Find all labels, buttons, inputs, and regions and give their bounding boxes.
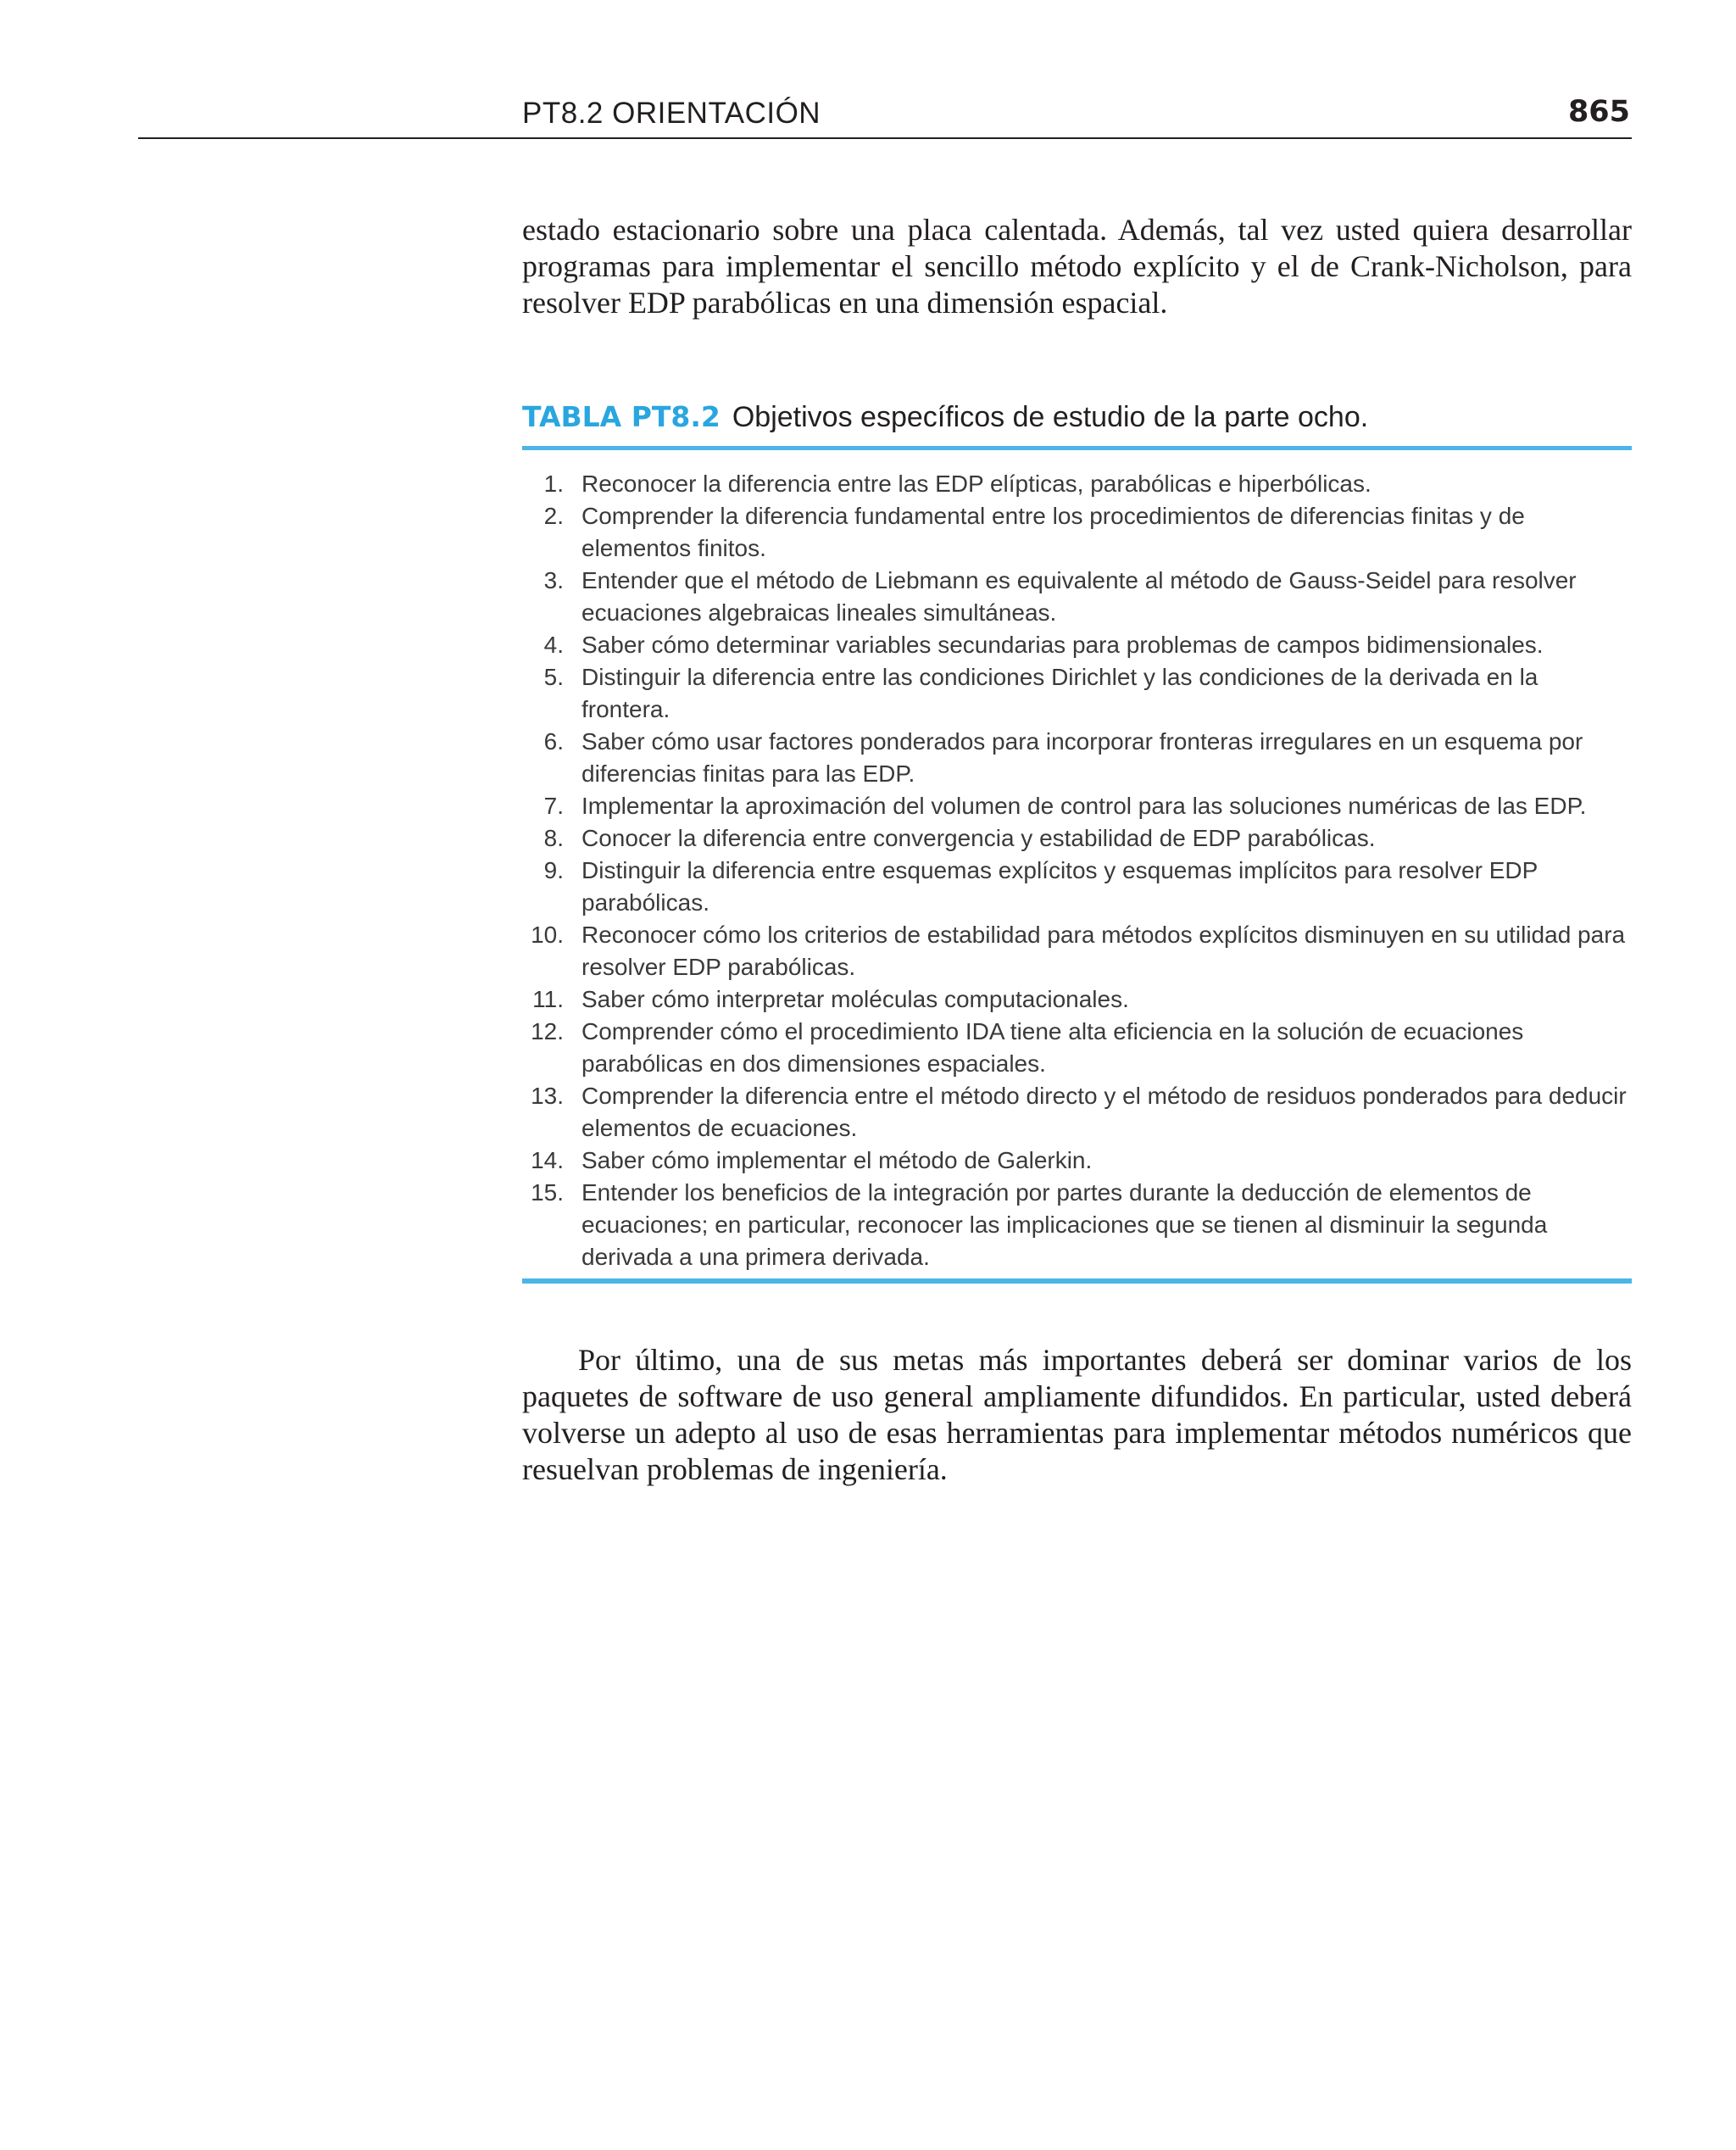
page-number: 865 [1567,95,1630,129]
objective-item [522,822,1632,855]
objective-item [522,983,1632,1016]
table-label: TABLA PT8.2 [522,400,721,433]
table-caption [522,400,1632,434]
objective-item [522,919,1632,983]
section-title: PT8.2 ORIENTACIÓN [522,97,821,130]
objective-text: Saber cómo interpretar moléculas computacionales. [581,986,1129,1012]
objective-number: 9. [543,857,564,883]
table-top-rule [522,446,1632,450]
objective-number: 12. [531,1018,564,1044]
objective-text: Reconocer la diferencia entre las EDP elípticas, parabólicas e hiperbólicas. [581,471,1372,497]
objective-item [522,629,1632,661]
objective-text: Saber cómo implementar el método de Galerkin. [581,1147,1093,1173]
closing-paragraph: Por último, una de sus metas más importantes deberá ser dominar varios de los paquetes de software de uso general ampliamente difundidos. En particular, usted deberá volverse un adepto al uso de esas herramientas para implementar métodos numéricos que resuelvan problemas de ingeniería. [522,1343,1632,1486]
objective-text: Entender que el método de Liebmann es equivalente al método de Gauss-Seidel para resolver ecuaciones algebraicas lineales simultáneas. [581,567,1577,626]
objective-number: 1. [543,471,564,497]
objective-number: 11. [532,986,564,1012]
objective-item [522,500,1632,565]
objective-item [522,565,1632,629]
objective-item [522,790,1632,822]
objective-item [522,1080,1632,1145]
objective-number: 4. [543,632,564,658]
running-head [138,95,1632,139]
objective-number: 6. [543,728,564,755]
objective-item [522,1177,1632,1273]
objective-number: 14. [531,1147,564,1173]
objective-text: Implementar la aproximación del volumen de control para las soluciones numéricas de las EDP. [581,793,1587,819]
table-title: Objetivos específicos de estudio de la parte ocho. [732,401,1369,433]
objective-text: Distinguir la diferencia entre las condiciones Dirichlet y las condiciones de la derivada en la frontera. [581,664,1538,722]
objective-number: 5. [543,664,564,690]
objective-text: Reconocer cómo los criterios de estabilidad para métodos explícitos disminuyen en su utilidad para resolver EDP parabólicas. [581,922,1626,980]
objective-text: Comprender la diferencia entre el método directo y el método de residuos ponderados para deducir elementos de ecuaciones. [581,1083,1627,1141]
objective-item [522,468,1632,500]
objective-text: Comprender cómo el procedimiento IDA tiene alta eficiencia en la solución de ecuaciones parabólicas en dos dimensiones espaciales. [581,1018,1524,1077]
objective-item [522,1016,1632,1080]
objective-item [522,1145,1632,1177]
objective-text: Entender los beneficios de la integración por partes durante la deducción de elementos de ecuaciones; en particular, reconocer las implicaciones que se tienen al disminuir la segunda derivada a una primera derivada. [581,1179,1548,1270]
objective-number: 2. [543,503,564,529]
objective-text: Saber cómo determinar variables secundarias para problemas de campos bidimensionales. [581,632,1544,658]
objectives-list [522,468,1632,1273]
objective-number: 3. [543,567,564,593]
objective-item [522,855,1632,919]
objective-text: Comprender la diferencia fundamental entre los procedimientos de diferencias finitas y de elementos finitos. [581,503,1525,561]
objective-number: 15. [531,1179,564,1206]
objective-number: 8. [543,825,564,851]
objective-text: Distinguir la diferencia entre esquemas explícitos y esquemas implícitos para resolver EDP parabólicas. [581,857,1538,916]
intro-paragraph: estado estacionario sobre una placa calentada. Además, tal vez usted quiera desarrollar programas para implementar el sencillo método explícito y el de Crank-Nicholson, para resolver EDP parabólicas en una dimensión espacial. [522,213,1632,320]
objective-text: Conocer la diferencia entre convergencia y estabilidad de EDP parabólicas. [581,825,1376,851]
table-bottom-rule [522,1278,1632,1284]
objective-text: Saber cómo usar factores ponderados para incorporar fronteras irregulares en un esquema por diferencias finitas para las EDP. [581,728,1583,787]
objective-item [522,661,1632,726]
objective-number: 13. [531,1083,564,1109]
objective-number: 10. [531,922,564,948]
objective-item [522,726,1632,790]
objective-number: 7. [543,793,564,819]
